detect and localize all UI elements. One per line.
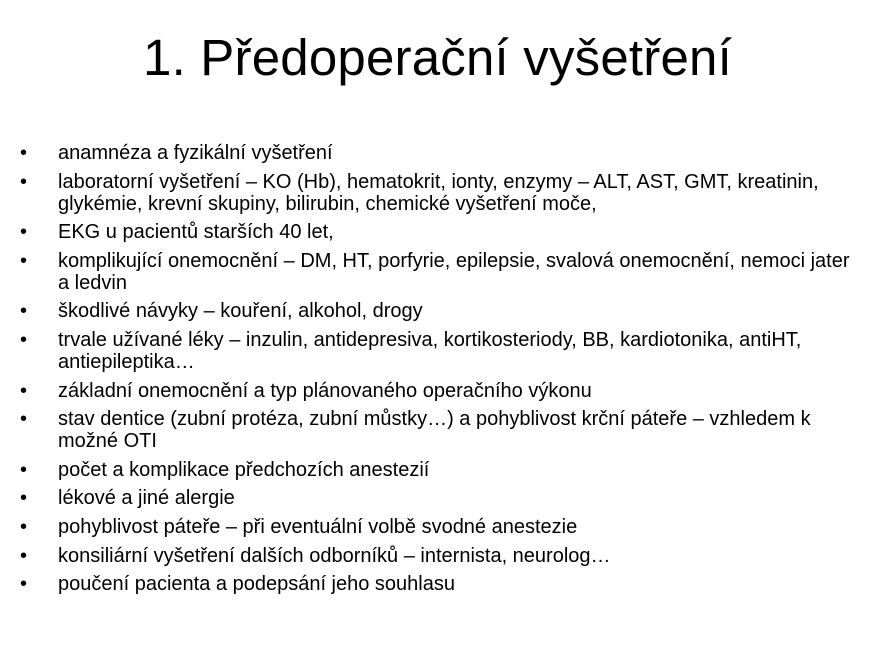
bullet-text: anamnéza a fyzikální vyšetření: [58, 142, 333, 164]
bullet-icon: •: [20, 408, 28, 431]
bullet-icon: •: [20, 249, 28, 272]
bullet-text: lékové a jiné alergie: [58, 487, 235, 510]
bullet-icon: •: [20, 142, 28, 164]
list-item: [20, 250, 850, 294]
bullet-text: základní onemocnění a typ plánovaného operačního výkonu: [58, 379, 592, 402]
list-item: [20, 329, 850, 373]
bullet-icon: •: [20, 300, 28, 323]
bullet-icon: •: [20, 379, 28, 402]
bullet-text: poučení pacienta a podepsání jeho souhlasu: [58, 573, 455, 596]
bullet-icon: •: [20, 221, 28, 244]
bullet-text: konsiliární vyšetření dalších odborníků – internista, neurolog…: [58, 544, 611, 567]
bullet-icon: •: [20, 328, 28, 351]
list-item: [20, 300, 850, 322]
list-item: [20, 221, 850, 243]
bullet-icon: •: [20, 515, 28, 538]
bullet-text: komplikující onemocnění – DM, HT, porfyrie, epilepsie, svalová onemocnění, nemoci jater a ledvin: [58, 249, 850, 294]
slide-title: 1. Předoperační vyšetření: [143, 29, 732, 86]
list-item: [20, 408, 850, 452]
bullet-text: stav dentice (zubní protéza, zubní můstky…) a pohyblivost krční páteře – vzhledem k možné OTI: [58, 408, 811, 453]
list-item: [20, 142, 850, 164]
bullet-text: trvale užívané léky – inzulin, antidepresiva, kortikosteriody, BB, kardiotonika, antiHT, antiepileptika…: [58, 328, 802, 373]
bullet-text: laboratorní vyšetření – KO (Hb), hematokrit, ionty, enzymy – ALT, AST, GMT, kreatinin, glykémie, krevní skupiny, bilirubin, chemické vyšetření moče,: [58, 170, 819, 215]
bullet-icon: •: [20, 458, 28, 481]
bullet-text: EKG u pacientů starších 40 let,: [58, 221, 334, 244]
list-item: [20, 380, 850, 402]
list-item: [20, 516, 850, 538]
bullet-text: škodlivé návyky – kouření, alkohol, drogy: [58, 300, 423, 323]
bullet-list: [20, 142, 850, 602]
bullet-icon: •: [20, 487, 28, 510]
bullet-text: pohyblivost páteře – při eventuální volbě svodné anestezie: [58, 515, 578, 538]
bullet-icon: •: [20, 544, 28, 567]
list-item: [20, 171, 850, 215]
list-item: [20, 545, 850, 567]
bullet-icon: •: [20, 170, 28, 193]
bullet-icon: •: [20, 573, 28, 596]
list-item: [20, 573, 850, 595]
list-item: [20, 487, 850, 509]
list-item: [20, 459, 850, 481]
bullet-text: počet a komplikace předchozích anestezií: [58, 458, 430, 481]
